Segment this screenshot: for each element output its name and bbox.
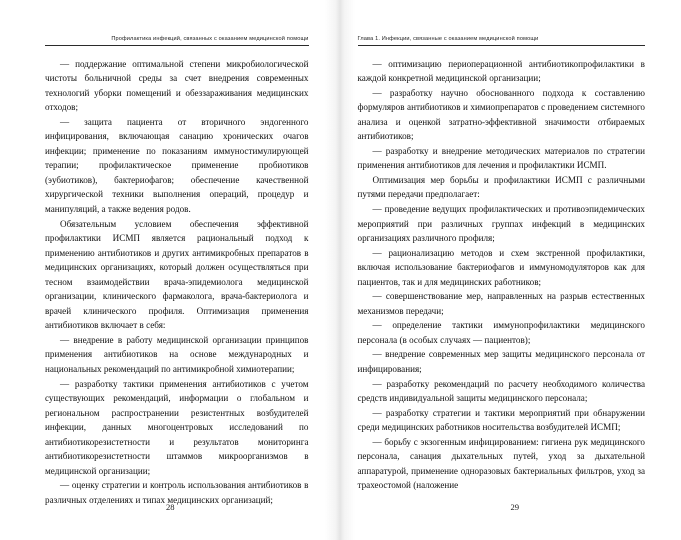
paragraph: — защита пациента от вторичного эндогенного инфицирования, включающая санацию хронических очагов инфекции; применение по показаниям иммуностимулирующей терапии; профилактическое применение пробиотиков (эубиотиков), бактериофагов; обеспечение качественной хирургической техники выполнения операций, процедур и манипуляций, а также ведения родов.: [45, 116, 309, 214]
paragraph: — внедрение современных мер защиты медицинского персонала от инфицирования;: [357, 349, 645, 374]
paragraph: — проведение ведущих профилактических и противоэпидемических мероприятий при различных группах инфекций в медицинских организациях различного профиля;: [357, 203, 645, 244]
paragraph: — разработку тактики применения антибиотиков с учетом существующих рекомендаций, информации о глобальном и региональном распространении резистентных возбудителей инфекции, данных многоцентровых исследований по антибиотикорезистетности и результатов мониторинга антибиотикорезистетности штаммов микроорганизмов в медицинской организации;: [45, 378, 309, 476]
paragraph: Обязательным условием обеспечения эффективной профилактики ИСМП является рациональный подход к применению антибиотиков и других антимикробных препаратов в медицинских организациях, который должен осуществляться при тесном взаимодействии врача-эпидемиолога медицинской организации, клинического фармаколога, врача-бактериолога и врачей клинического профиля. Оптимизация применения антибиотиков включает в себя:: [45, 218, 309, 331]
paragraph: — разработку рекомендаций по расчету необходимого количества средств индивидуальной защиты медицинского персонала;: [357, 378, 645, 404]
paragraph: — разработку стратегии и тактики мероприятий при обнаружении среди медицинских работников носительства возбудителей ИСМП;: [357, 407, 645, 433]
left-page-number: 28: [165, 502, 175, 512]
paragraph: — оптимизацию периоперационной антибиотикопрофилактики в каждой конкретной медицинской организации;: [357, 58, 645, 84]
paragraph: — совершенствование мер, направленных на разрыв естественных механизмов передачи;: [357, 291, 645, 316]
right-page-text-column: [358, 57, 646, 493]
right-page: [341, 0, 681, 540]
paragraph: Оптимизация мер борьбы и профилактики ИСМП с различными путями передачи предполагает:: [357, 174, 645, 200]
paragraph: — рационализацию методов и схем экстренной профилактики, включая использование бактериофагов и иммуномодуляторов как для пациентов, так и для медицинских работников;: [357, 247, 645, 287]
paragraph: — борьбу с экзогенным инфицированием: гигиена рук медицинского персонала, санация дыхательных путей, уход за дыхательной аппаратурой, применение одноразовых бактериальных фильтров, уход за трахеостомой (наложение: [357, 436, 645, 491]
left-running-head: Профилактика инфекций, связанных с оказанием медицинской помощи: [45, 36, 309, 46]
paragraph: — разработку научно обоснованного подхода к составлению формуляров антибиотиков и химиопрепаратов с проведением системного анализа и оценкой затратно-эффективной значимости отбираемых антибиотиков;: [357, 87, 645, 142]
paragraph: — определение тактики иммунопрофилактики медицинского персонала (в особых случаях — пациентов);: [357, 320, 645, 345]
right-page-number: 29: [510, 502, 520, 512]
left-page-text-column: [45, 57, 309, 508]
paragraph: — поддержание оптимальной степени микробиологической чистоты больничной среды за счет внедрения современных технологий уборки помещений и обеззараживания медицинских отходов;: [45, 58, 309, 113]
paragraph: — разработку и внедрение методических материалов по стратегии применения антибиотиков для лечения и профилактики ИСМП.: [357, 145, 645, 171]
right-running-head: Глава 1. Инфекции, связанные с оказанием медицинской помощи: [358, 36, 646, 46]
paragraph: — оценку стратегии и контроль использования антибиотиков в различных отделениях и типах медицинских организаций;: [45, 480, 309, 505]
paragraph: — внедрение в работу медицинской организации принципов применения антибиотиков на основе международных и национальных рекомендаций по антимикробной химиотерапии;: [45, 334, 309, 374]
